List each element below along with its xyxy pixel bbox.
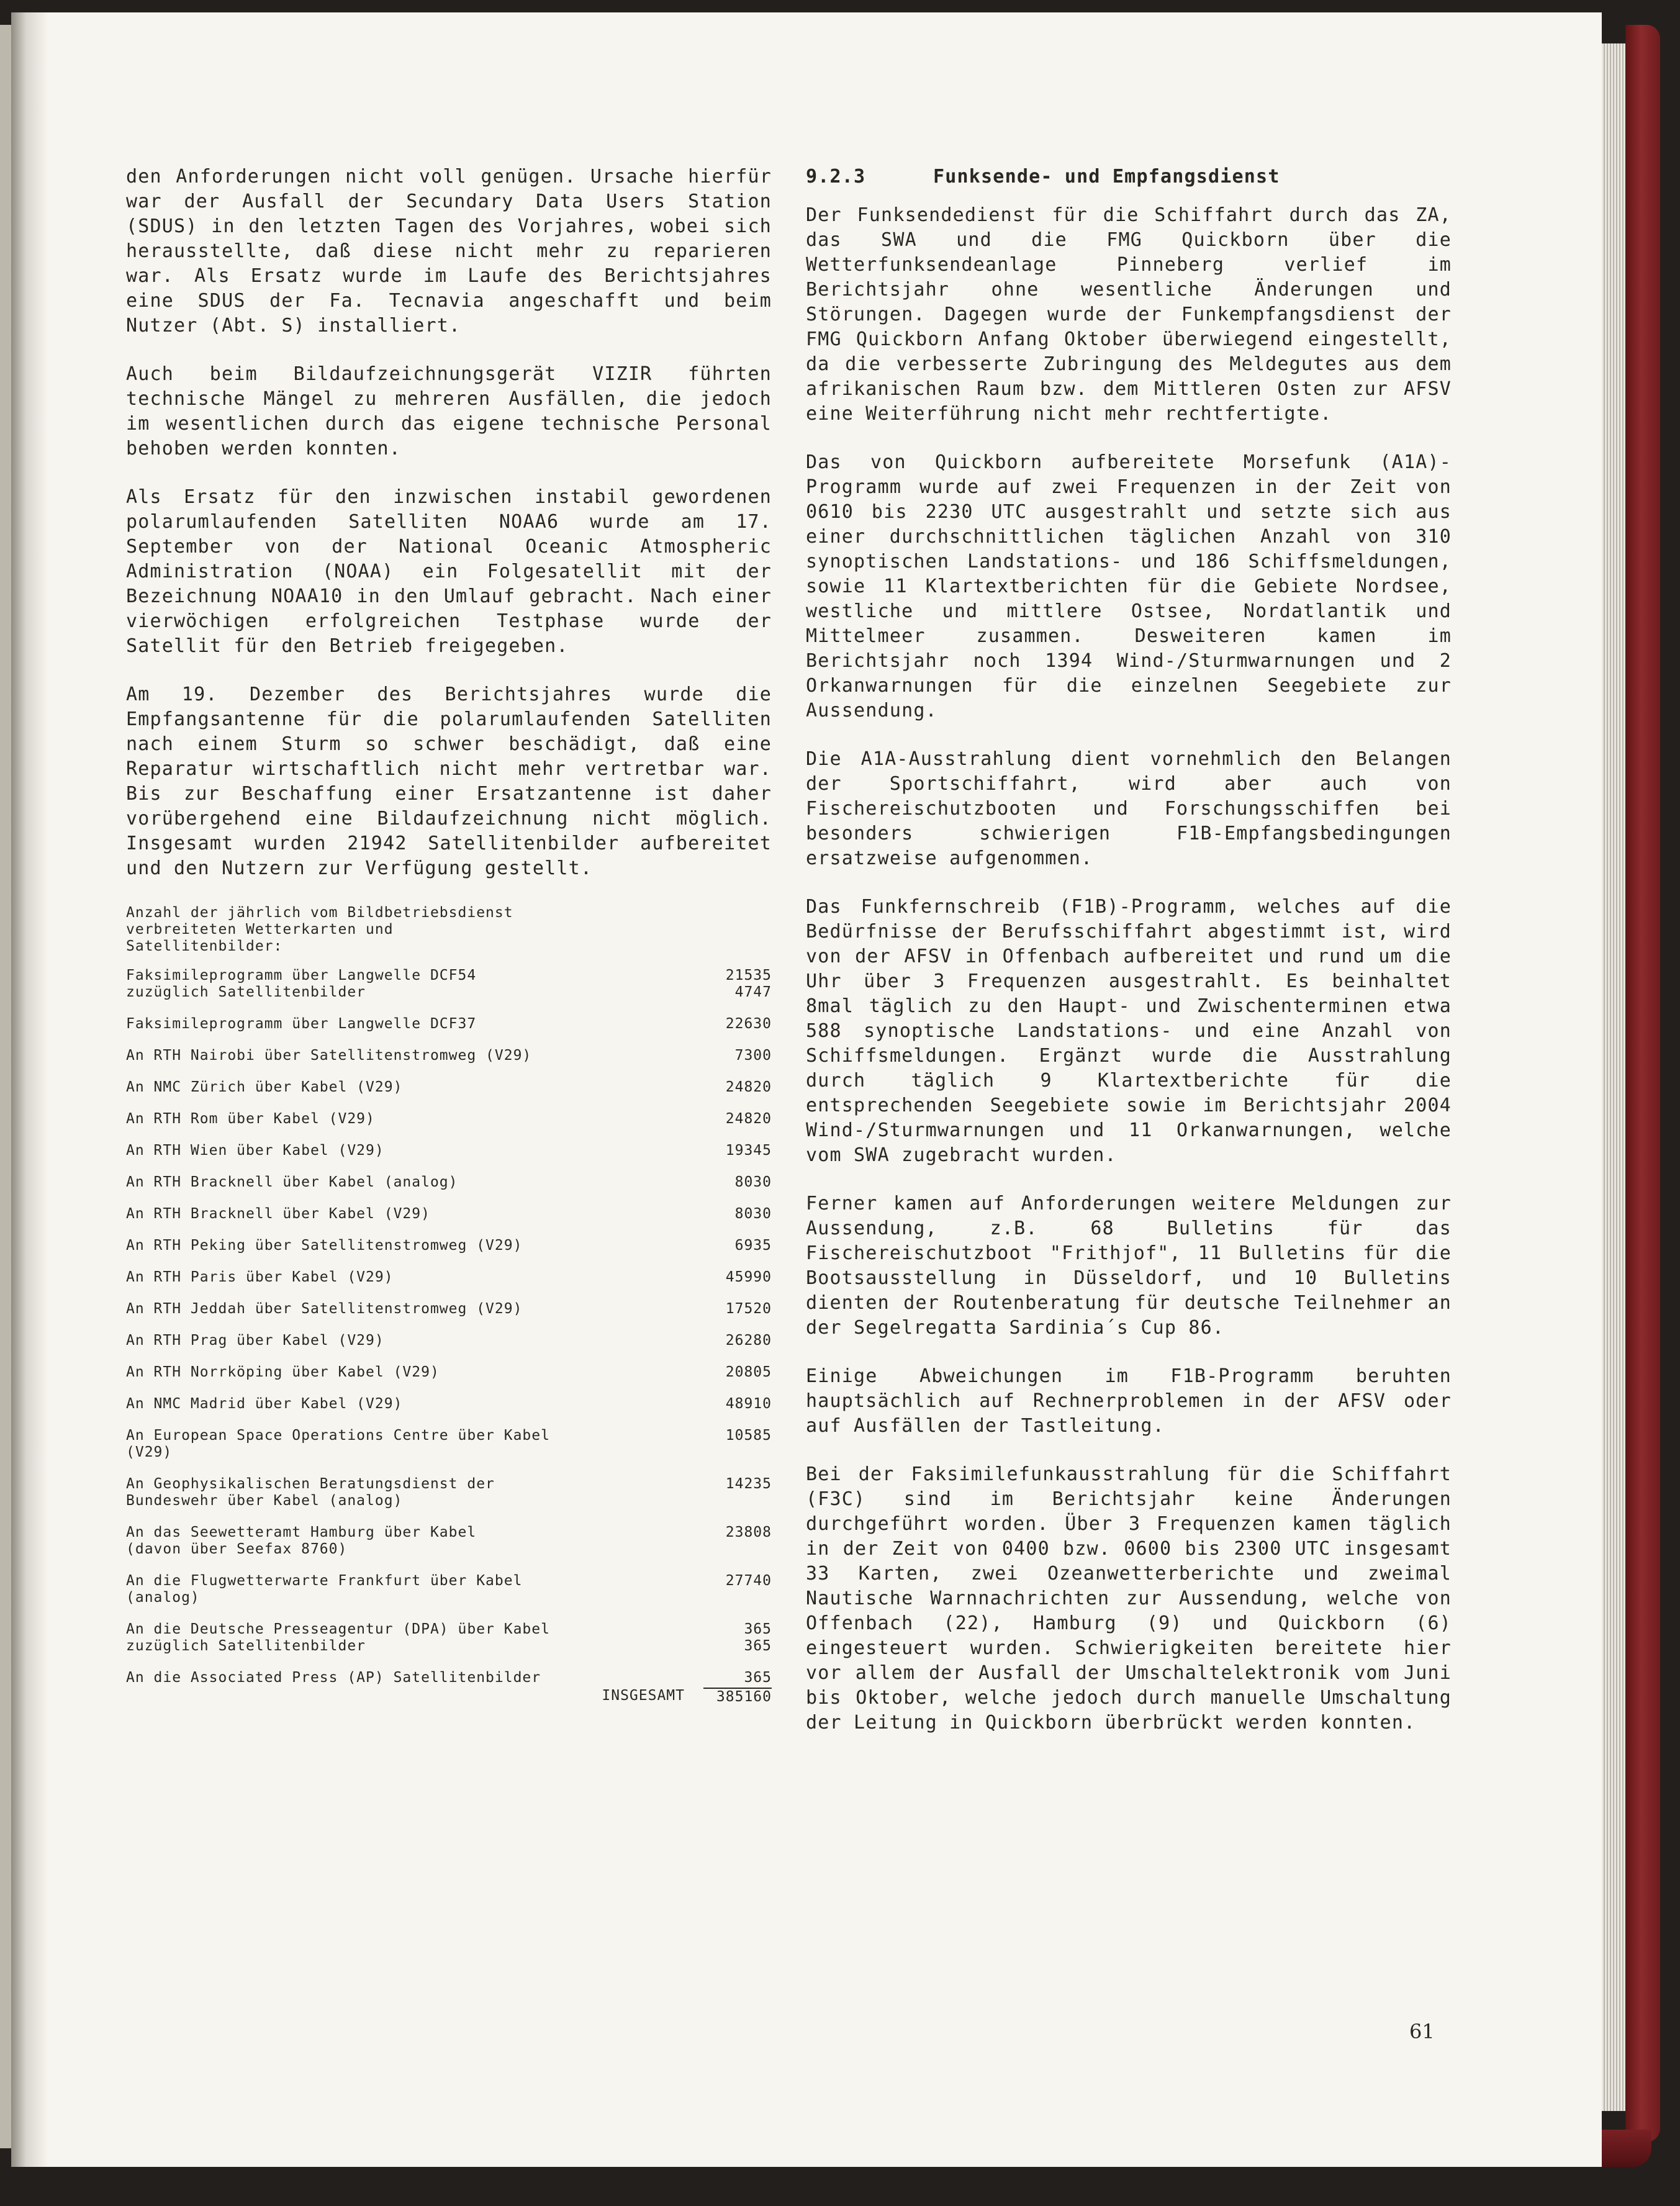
row-value: 24820 — [725, 1079, 772, 1095]
table-row — [126, 1047, 772, 1064]
row-label: An RTH Nairobi über Satellitenstromweg (V29) — [126, 1047, 532, 1064]
row-value: 17520 — [725, 1301, 772, 1317]
row-value: 8030 — [734, 1174, 772, 1190]
row-label: An NMC Madrid über Kabel (V29) — [126, 1396, 403, 1412]
section-number: 9.2.3 — [806, 166, 866, 188]
table-row — [126, 1079, 772, 1096]
row-value: 21535 4747 — [725, 967, 772, 1000]
table-row — [126, 1142, 772, 1159]
row-label: An RTH Paris über Kabel (V29) — [126, 1269, 394, 1285]
table-row — [126, 1621, 772, 1655]
table-row — [126, 1111, 772, 1128]
row-label: An die Flugwetterwarte Frankfurt über Kabel (analog) — [126, 1573, 523, 1606]
row-label: An Geophysikalischen Beratungsdienst der Bundeswehr über Kabel (analog) — [126, 1476, 495, 1509]
table-row — [126, 1476, 772, 1509]
paragraph: Das von Quickborn aufbereitete Morsefunk (A1A)-Programm wurde auf zwei Frequenzen in der Zeit von 0610 bis 2230 UTC ausgestrahlt und setzte sich aus einer durchschnittlichen täglichen Anzahl von 310 synoptischen Landstations- und 186 Schiffsmeldungen, sowie 11 Klartextberichten für die Gebiete Nordsee, westliche und mittlere Ostsee, Nordatlantik und Mittelmeer zusammen. Desweiteren kamen im Berichtsjahr noch 1394 Wind-/Sturmwarnungen und 2 Orkanwarnungen für die einzelnen Seegebiete zur Aussendung. — [806, 451, 1452, 721]
paragraph: Der Funksendedienst für die Schiffahrt durch das ZA, das SWA und die FMG Quickborn über die Wetterfunksendeanlage Pinneberg verlief im Berichtsjahr ohne wesentliche Änderungen und Störungen. Dagegen wurde der Funkempfangsdienst der FMG Quickborn Anfang Oktober überwiegend eingestellt, da die verbesserte Zubringung des Meldegutes aus dem afrikanischen Raum bzw. dem Mittleren Osten zur AFSV eine Weiterführung nicht mehr rechtfertigte. — [806, 204, 1452, 425]
table-row — [126, 1301, 772, 1318]
row-label: An RTH Bracknell über Kabel (V29) — [126, 1206, 430, 1222]
table-row — [126, 1573, 772, 1606]
total-label: INSGESAMT — [602, 1688, 685, 1704]
table-row — [126, 1332, 772, 1349]
row-label: An RTH Rom über Kabel (V29) — [126, 1111, 375, 1127]
row-value: 7300 — [734, 1047, 772, 1064]
row-value: 45990 — [725, 1269, 772, 1285]
paragraph: Das Funkfernschreib (F1B)-Programm, welches auf die Bedürfnisse der Berufsschiffahrt abgestimmt ist, wird von der AFSV in Offenbach aufbereitet und rund um die Uhr über 3 Frequenzen ausgestrahlt. Es beinhaltet 8mal täglich zu den Haupt- und Zwischenterminen etwa 588 synoptische Landstations- und eine Anzahl von Schiffsmeldungen. Ergänzt wurde die Ausstrahlung durch täglich 9 Klartextberichte für die entsprechenden Seegebiete sowie im Berichtsjahr 2004 Wind-/Sturmwarnungen und 11 Orkanwarnungen, welche vom SWA zugebracht wurden. — [806, 896, 1452, 1166]
row-value: 365 365 — [744, 1621, 772, 1654]
total-value: 385160 — [703, 1688, 772, 1706]
table-body — [126, 967, 772, 1686]
row-value: 14235 — [725, 1476, 772, 1492]
row-label: An RTH Wien über Kabel (V29) — [126, 1142, 384, 1159]
page-number: 61 — [1409, 2020, 1435, 2043]
section-title: Funksende- und Empfangsdienst — [933, 166, 1280, 188]
table-row — [126, 1670, 772, 1686]
table-caption: Anzahl der jährlich vom Bildbetriebsdienst verbreiteten Wetterkarten und Satellitenbilder: — [126, 905, 513, 954]
row-value: 365 — [744, 1670, 772, 1686]
row-label: An RTH Prag über Kabel (V29) — [126, 1332, 384, 1349]
row-value: 8030 — [734, 1206, 772, 1222]
row-value: 10585 — [725, 1427, 772, 1444]
paragraph: Am 19. Dezember des Berichtsjahres wurde die Empfangsantenne für die polarumlaufenden Satelliten nach einem Sturm so schwer beschädigt, daß eine Reparatur wirtschaftlich nicht mehr vertretbar war. Bis zur Beschaffung einer Ersatzantenne ist daher vorübergehend eine Bildaufzeichnung nicht möglich. Insgesamt wurden 21942 Satellitenbilder aufbereitet und den Nutzern zur Verfügung gestellt. — [126, 684, 772, 879]
left-page-edge — [0, 25, 11, 2148]
row-label: An RTH Bracknell über Kabel (analog) — [126, 1174, 458, 1190]
row-value: 23808 — [725, 1524, 772, 1540]
row-value: 20805 — [725, 1364, 772, 1380]
table-row — [126, 1269, 772, 1286]
row-value: 19345 — [725, 1142, 772, 1159]
row-value: 27740 — [725, 1573, 772, 1589]
table-row — [126, 1524, 772, 1558]
row-label: An NMC Zürich über Kabel (V29) — [126, 1079, 403, 1095]
row-label: An die Associated Press (AP) Satellitenbilder — [126, 1670, 541, 1686]
row-value: 24820 — [725, 1111, 772, 1127]
paragraph: Die A1A-Ausstrahlung dient vornehmlich den Belangen der Sportschiffahrt, wird aber auch von Fischereischutzbooten und Forschungsschiffen bei besonders schwierigen F1B-Empfangsbedingungen ersatzweise aufgenommen. — [806, 748, 1452, 869]
distribution-table — [126, 905, 772, 1706]
book-cover — [1625, 25, 1660, 2142]
row-label: An das Seewetteramt Hamburg über Kabel (davon über Seefax 8760) — [126, 1524, 477, 1557]
row-label: An RTH Norrköping über Kabel (V29) — [126, 1364, 440, 1380]
paragraph: Ferner kamen auf Anforderungen weitere Meldungen zur Aussendung, z.B. 68 Bulletins für das Fischereischutzboot "Frithjof", 11 Bulletins für die Bootsausstellung in Düsseldorf, und 10 Bulletins dienten der Routenberatung für deutsche Teilnehmer an der Segelregatta Sardinia´s Cup 86. — [806, 1193, 1452, 1339]
table-total-row — [126, 1688, 772, 1706]
row-value: 48910 — [725, 1396, 772, 1412]
paragraph: Einige Abweichungen im F1B-Programm beruhten hauptsächlich auf Rechnerproblemen in der AFSV oder auf Ausfällen der Tastleitung. — [806, 1365, 1452, 1437]
book-page — [11, 12, 1602, 2167]
page-gutter — [11, 12, 48, 2167]
right-column — [806, 165, 1452, 1759]
paragraph: Auch beim Bildaufzeichnungsgerät VIZIR führten technische Mängel zu mehreren Ausfällen, die jedoch im wesentlichen durch das eigene technische Personal behoben werden konnten. — [126, 363, 772, 459]
row-label: Faksimileprogramm über Langwelle DCF54 zuzüglich Satellitenbilder — [126, 967, 477, 1000]
table-row — [126, 1237, 772, 1254]
row-value: 6935 — [734, 1237, 772, 1254]
table-row — [126, 967, 772, 1001]
row-value: 22630 — [725, 1016, 772, 1032]
row-label: An die Deutsche Presseagentur (DPA) über Kabel zuzüglich Satellitenbilder — [126, 1621, 550, 1654]
page-stack-edge — [1602, 43, 1625, 2111]
table-row — [126, 1364, 772, 1381]
table-row — [126, 1206, 772, 1223]
paragraph: Bei der Faksimilefunkausstrahlung für die Schiffahrt (F3C) sind im Berichtsjahr keine Änderungen durchgeführt worden. Über 3 Frequenzen kamen täglich in der Zeit von 0400 bzw. 0600 bis 2300 UTC insgesamt 33 Karten, zwei Ozeanwetterberichte und zweimal Nautische Warnnachrichten zur Aussendung, welche von Offenbach (22), Hamburg (9) und Quickborn (6) eingesteuert wurden. Schwierigkeiten bereitete hier vor allem der Ausfall der Umschaltelektronik vom Juni bis Oktober, welche jedoch durch manuelle Umschaltung der Leitung in Quickborn überbrückt werden konnten. — [806, 1463, 1452, 1734]
table-row — [126, 1396, 772, 1413]
paragraph: Als Ersatz für den inzwischen instabil gewordenen polarumlaufenden Satelliten NOAA6 wurde am 17. September von der National Oceanic Atmospheric Administration (NOAA) ein Folgesatellit mit der Bezeichnung NOAA10 in den Umlauf gebracht. Nach einer vierwöchigen erfolgreichen Testphase wurde der Satellit für den Betrieb freigegeben. — [126, 486, 772, 657]
row-label: An RTH Peking über Satellitenstromweg (V29) — [126, 1237, 523, 1254]
table-row — [126, 1427, 772, 1461]
table-row — [126, 1016, 772, 1033]
table-row — [126, 1174, 772, 1191]
left-column — [126, 165, 772, 1706]
row-label: An RTH Jeddah über Satellitenstromweg (V29) — [126, 1301, 523, 1317]
section-heading — [806, 165, 1452, 189]
row-value: 26280 — [725, 1332, 772, 1349]
paragraph: den Anforderungen nicht voll genügen. Ursache hierfür war der Ausfall der Secundary Data Users Station (SDUS) in den letzten Tagen des Vorjahres, wobei sich herausstellte, daß diese nicht mehr zu reparieren war. Als Ersatz wurde im Laufe des Berichtsjahres eine SDUS der Fa. Tecnavia angeschafft und beim Nutzer (Abt. S) installiert. — [126, 166, 772, 337]
row-label: An European Space Operations Centre über Kabel (V29) — [126, 1427, 550, 1460]
row-label: Faksimileprogramm über Langwelle DCF37 — [126, 1016, 477, 1032]
